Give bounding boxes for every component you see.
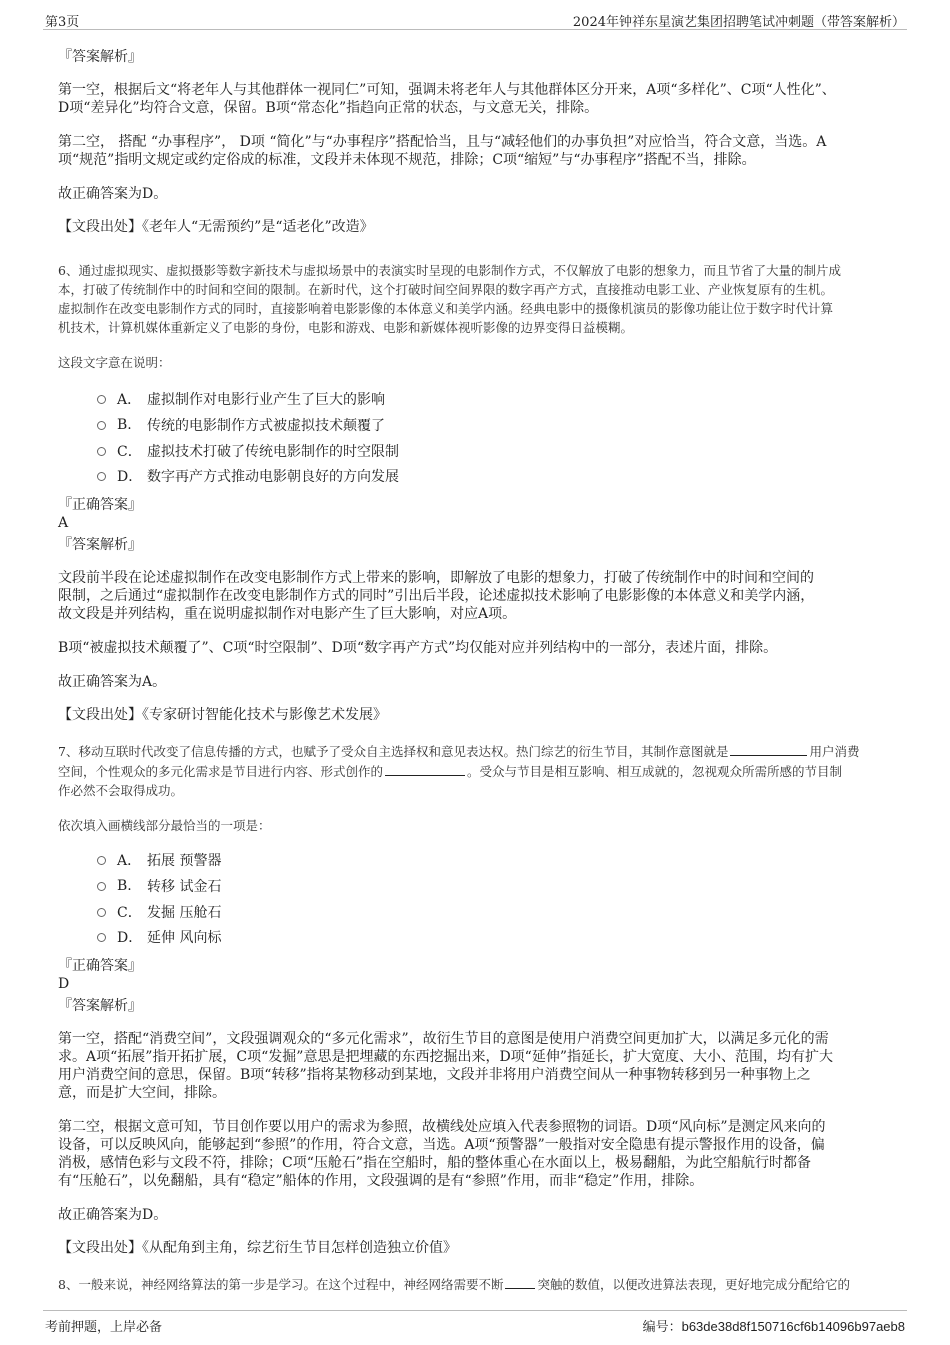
q6-stem-line3: 虚拟制作在改变电影制作方式的同时，直接影响着电影影像的本体意义和美学内涵。经典电影中的摄像机演员的影像功能让位于数字时代计算 <box>58 301 834 316</box>
q7-stem-line1 <box>58 742 906 761</box>
q7-analysis-title: 『答案解析』 <box>58 998 142 1014</box>
q7-answer: D <box>58 976 70 992</box>
q7-stem-line2-b: 。受众与节目是相互影响、相互成就的，忽视观众所需所感的节目制 <box>467 764 843 779</box>
sec5-source: 【文段出处】《老年人“无需预约”是“适老化”改造》 <box>58 219 374 235</box>
q8-stem-line1-a: 8、一般来说，神经网络算法的第一步是学习。在这个过程中，神经网络需要不断 <box>58 1277 504 1292</box>
q8-stem-line1-b: 突触的数值，以便改进算法表现，更好地完成分配给它的 <box>537 1277 850 1292</box>
q7-option-a[interactable] <box>97 850 221 870</box>
q7-analysis-p1-line4: 意，而是扩大空间，排除。 <box>58 1085 226 1101</box>
q7-analysis-p2-line2: 设备，可以反映风向，能够起到“参照”的作用，符合文意，当选。A项“预警器”一般指对安全隐患有提示警报作用的设备，偏 <box>58 1137 825 1153</box>
q6-conclusion: 故正确答案为A。 <box>58 674 167 690</box>
q6-source: 【文段出处】《专家研讨智能化技术与影像艺术发展》 <box>58 707 387 723</box>
option-text: 虚拟技术打破了传统电影制作的时空限制 <box>147 444 399 460</box>
radio-icon[interactable] <box>97 421 106 430</box>
page-footer <box>43 1310 907 1340</box>
q7-analysis-p1-line2: 求。A项“拓展”指开拓扩展，C项“发掘”意思是把埋藏的东西挖掘出来，D项“延伸”指延长，扩大宽度、大小、范围，均有扩大 <box>58 1049 833 1065</box>
sec5-analysis-p1-line2: D项“差异化”均符合文意，保留。B项“常态化”指趋向正常的状态，与文意无关，排除。 <box>58 100 599 116</box>
q6-analysis-p1-line2: 限制，之后通过“虚拟制作在改变电影制作方式的同时”引出后半段，论述虚拟技术影响了电影影像的本体意义和美学内涵， <box>58 588 815 604</box>
code-value: b63de38d8f150716cf6b14096b97aeb8 <box>681 1319 905 1334</box>
radio-icon[interactable] <box>97 856 106 865</box>
q6-answer: A <box>58 515 69 531</box>
q7-answer-title: 『正确答案』 <box>58 958 142 974</box>
radio-icon[interactable] <box>97 933 106 942</box>
q7-stem-line3: 作必然不会取得成功。 <box>58 783 184 798</box>
q6-stem-line1: 6、通过虚拟现实、虚拟摄影等数字新技术与虚拟场景中的表演实时呈现的电影制作方式，不仅解放了电影的想象力，而且节省了大量的制片成 <box>58 263 841 278</box>
sec5-analysis-title: 『答案解析』 <box>58 49 142 65</box>
page-header <box>43 0 907 30</box>
q6-prompt: 这段文字意在说明： <box>58 355 171 370</box>
option-text: 拓展 预警器 <box>147 853 222 869</box>
q8-stem-line1 <box>58 1275 906 1294</box>
fill-blank-2 <box>385 775 465 776</box>
option-text: 数字再产方式推动电影朝良好的方向发展 <box>147 469 399 485</box>
q6-analysis-p2: B项“被虚拟技术颠覆了”、C项“时空限制”、D项“数字再产方式”均仅能对应并列结构中的一部分，表述片面，排除。 <box>58 640 778 656</box>
radio-icon[interactable] <box>97 395 106 404</box>
q7-prompt: 依次填入画横线部分最恰当的一项是： <box>58 818 271 833</box>
fill-blank-1 <box>505 1288 535 1289</box>
q6-option-a[interactable] <box>97 389 385 409</box>
option-label: B. <box>117 878 132 894</box>
q6-answer-title: 『正确答案』 <box>58 497 142 513</box>
option-text: 虚拟制作对电影行业产生了巨大的影响 <box>147 392 385 408</box>
q6-analysis-title: 『答案解析』 <box>58 537 142 553</box>
q7-stem-line1-a: 7、移动互联时代改变了信息传播的方式，也赋予了受众自主选择权和意见表达权。热门综艺的衍生节目，其制作意图就是 <box>58 744 729 759</box>
q7-analysis-p2-line1: 第二空，根据文意可知，节目创作要以用户的需求为参照，故横线处应填入代表参照物的词语。D项“风向标”是测定风来向的 <box>58 1119 826 1135</box>
option-label: C． <box>117 444 142 460</box>
radio-icon[interactable] <box>97 447 106 456</box>
q7-stem-line2 <box>58 762 906 781</box>
document-code <box>643 1316 905 1335</box>
q7-analysis-p2-line4: 有“压舱石”，以免翻船，具有“稳定”船体的作用，文段强调的是有“参照”作用，而非“稳定”作用，排除。 <box>58 1173 704 1189</box>
q7-option-b[interactable] <box>97 876 221 896</box>
q7-option-d[interactable] <box>97 927 221 947</box>
footer-slogan: 考前押题，上岸必备 <box>45 1320 163 1335</box>
q7-analysis-p2-line3: 消极，感情色彩与文段不符，排除；C项“压舱石”指在空船时，船的整体重心在水面以上，极易翻船，为此空船航行时都备 <box>58 1155 812 1171</box>
q7-stem-line1-b: 用户消费 <box>809 744 860 759</box>
q7-source: 【文段出处】《从配角到主角，综艺衍生节目怎样创造独立价值》 <box>58 1240 457 1256</box>
q7-analysis-p1-line3: 用户消费空间的意思，保留。B项“转移”指将某物移动到某地，文段并非将用户消费空间从一种事物转移到另一种事物上之 <box>58 1067 811 1083</box>
q6-analysis-p1-line1: 文段前半段在论述虚拟制作在改变电影制作方式上带来的影响，即解放了电影的想象力，打破了传统制作中的时间和空间的 <box>58 570 814 586</box>
q6-option-c[interactable] <box>97 441 399 461</box>
option-label: C． <box>117 905 142 921</box>
q7-conclusion: 故正确答案为D。 <box>58 1207 168 1223</box>
q6-analysis-p1-line3: 故文段是并列结构，重在说明虚拟制作对电影产生了巨大影响，对应A项。 <box>58 606 517 622</box>
document-title: 2024年钟祥东星演艺集团招聘笔试冲刺题（带答案解析） <box>572 15 905 30</box>
option-label: B. <box>117 417 132 433</box>
q7-stem-line2-a: 空间，个性观众的多元化需求是节目进行内容、形式创作的 <box>58 764 384 779</box>
option-label: D． <box>117 469 143 485</box>
sec5-analysis-p2-line1: 第二空， 搭配 “办事程序”， D项 “简化”与“办事程序”搭配恰当，且与“减轻他们的办事负担”对应恰当，符合文意，当选。A <box>58 134 827 150</box>
q6-option-d[interactable] <box>97 466 399 486</box>
option-label: A． <box>117 392 142 408</box>
code-label: 编号： <box>642 1320 682 1335</box>
q7-analysis-p1-line1: 第一空，搭配“消费空间”，文段强调观众的“多元化需求”，故衍生节目的意图是使用户消费空间更加扩大，以满足多元化的需 <box>58 1031 829 1047</box>
option-label: A． <box>117 853 142 869</box>
q7-option-c[interactable] <box>97 902 221 922</box>
radio-icon[interactable] <box>97 908 106 917</box>
q6-stem-line2: 本，打破了传统制作中的时间和空间的限制。在新时代，这个打破时间空间界限的数字再产方式，直接推动电影工业、产业恢复原有的生机。 <box>58 282 834 297</box>
radio-icon[interactable] <box>97 882 106 891</box>
option-text: 延伸 风向标 <box>147 930 222 946</box>
q6-option-b[interactable] <box>97 415 385 435</box>
fill-blank-1 <box>730 755 807 756</box>
sec5-analysis-p1-line1: 第一空，根据后文“将老年人与其他群体一视同仁”可知，强调未将老年人与其他群体区分开来，A项“多样化”、C项“人性化”、 <box>58 82 836 98</box>
sec5-conclusion: 故正确答案为D。 <box>58 186 168 202</box>
q6-stem-line4: 机技术，计算机媒体重新定义了电影的身份，电影和游戏、电影和新媒体视听影像的边界变得日益模糊。 <box>58 320 634 335</box>
option-text: 转移 试金石 <box>147 879 222 895</box>
page-number: 第3页 <box>45 15 80 30</box>
sec5-analysis-p2-line2: 项“规范”指明文规定或约定俗成的标准，文段并未体现不规范，排除；C项“缩短”与“办事程序”搭配不当，排除。 <box>58 152 756 168</box>
option-text: 发掘 压舱石 <box>147 905 222 921</box>
option-label: D． <box>117 930 143 946</box>
option-text: 传统的电影制作方式被虚拟技术颠覆了 <box>147 418 385 434</box>
radio-icon[interactable] <box>97 472 106 481</box>
